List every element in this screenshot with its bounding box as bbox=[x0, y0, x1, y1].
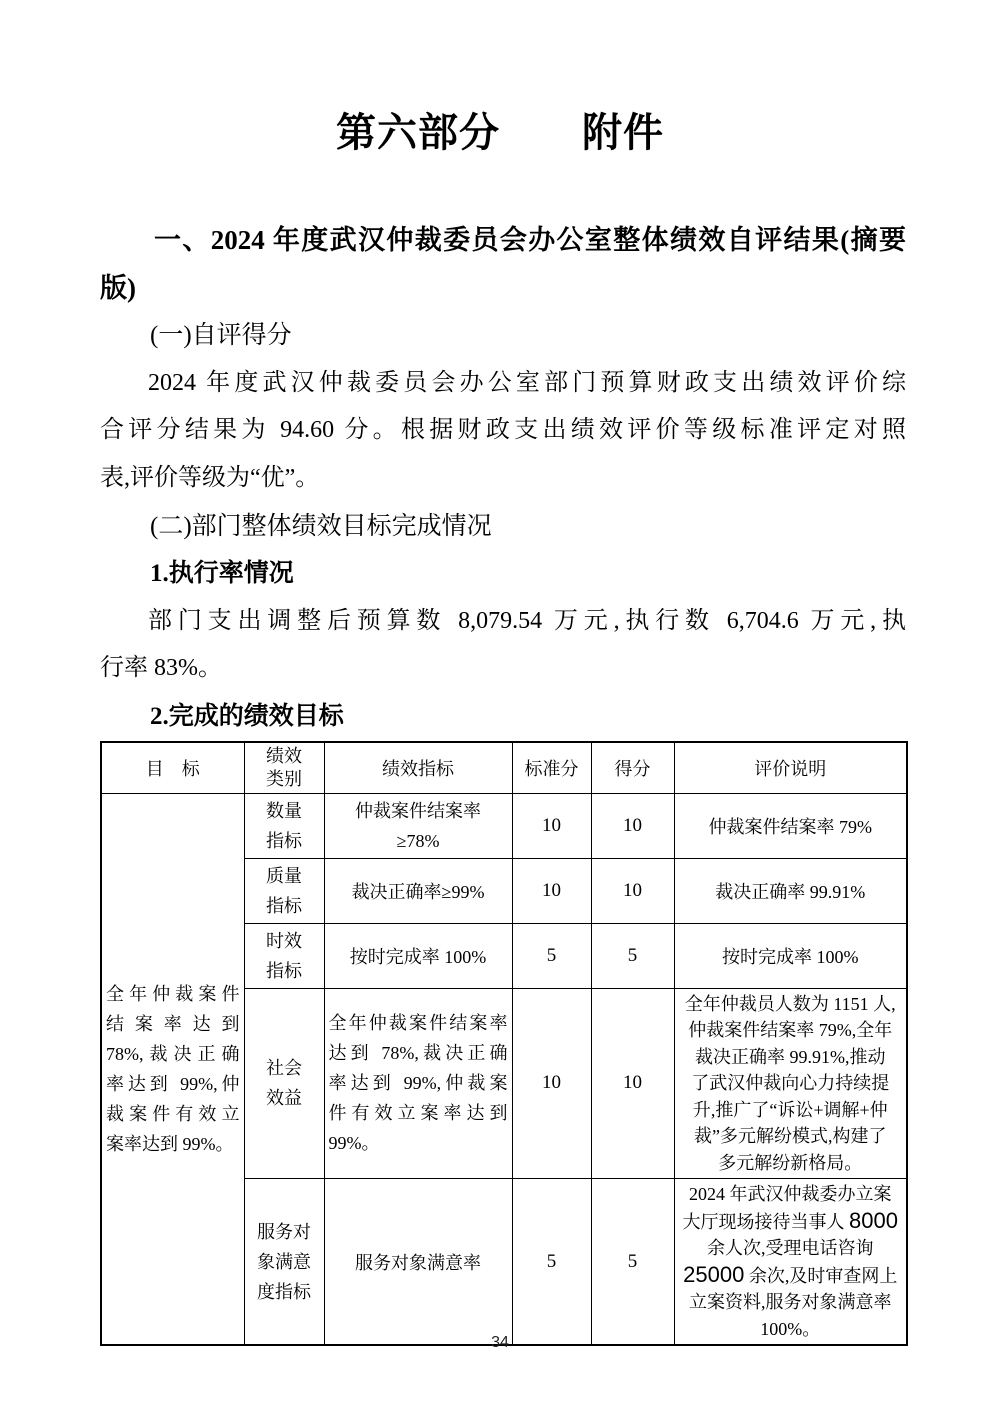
cell-evaluation: 2024 年武汉仲裁委办立案 大厅现场接待当事人 8000 余人次,受理电话咨询 25000 余次,及时审查网上 立案资料,服务对象满意率 100%。 bbox=[674, 1179, 907, 1346]
cell-evaluation: 仲裁案件结案率 79% bbox=[674, 793, 907, 858]
paragraph-execution bbox=[100, 598, 906, 693]
cell-score: 10 bbox=[591, 858, 674, 923]
cell-goal: 全年仲裁案件 结案率达到 78%,裁决正确 率达到 99%,仲 裁案件有效立 案率达到 99%。 bbox=[101, 793, 244, 1345]
header-indicator: 绩效指标 bbox=[324, 742, 512, 794]
cell-category: 质量 指标 bbox=[244, 858, 324, 923]
item-1-text: 执行率情况 bbox=[168, 560, 294, 588]
header-evaluation: 评价说明 bbox=[674, 742, 907, 794]
cell-standard-score: 10 bbox=[512, 858, 591, 923]
section-heading-line2: 版) bbox=[100, 272, 136, 303]
section-heading-line1: 一、2024 年度武汉仲裁委员会办公室整体绩效自评结果(摘要 bbox=[154, 225, 906, 255]
paragraph-line: 表,评价等级为“优”。 bbox=[100, 464, 320, 491]
subsection-2-heading: (二)部门整体绩效目标完成情况 bbox=[150, 512, 492, 540]
cell-evaluation: 全年仲裁员人数为 1151 人, 仲裁案件结案率 79%,全年 裁决正确率 99.91%,推动 了武汉仲裁向心力持续提 升,推广了“诉讼+调解+仲 裁”多元解纷模式,构建了 多元解纷新格局。 bbox=[674, 988, 907, 1179]
cell-score: 10 bbox=[591, 793, 674, 858]
item-1-number: 1. bbox=[150, 560, 169, 588]
page-title: 第六部分 附件 bbox=[336, 111, 664, 155]
header-score: 得分 bbox=[591, 742, 674, 794]
cell-indicator: 仲裁案件结案率 ≥78% bbox=[324, 793, 512, 858]
highlight-number: 25000 bbox=[683, 1261, 745, 1287]
cell-category: 社会 效益 bbox=[244, 988, 324, 1179]
item-1-heading bbox=[100, 550, 906, 598]
item-2-text: 完成的绩效目标 bbox=[168, 702, 344, 730]
table-row bbox=[101, 793, 907, 858]
table-header-row bbox=[101, 742, 907, 794]
item-2-heading bbox=[100, 693, 906, 741]
header-standard-score: 标准分 bbox=[512, 742, 591, 794]
cell-score: 5 bbox=[591, 923, 674, 988]
cell-indicator: 服务对象满意率 bbox=[324, 1179, 512, 1346]
cell-evaluation: 按时完成率 100% bbox=[674, 923, 907, 988]
document-body bbox=[100, 217, 906, 1346]
cell-evaluation: 裁决正确率 99.91% bbox=[674, 858, 907, 923]
paragraph-score bbox=[100, 360, 906, 503]
cell-score: 10 bbox=[591, 988, 674, 1179]
paragraph-line: 2024 年度武汉仲裁委员会办公室部门预算财政支出绩效评价综 bbox=[148, 369, 906, 396]
item-2-number: 2. bbox=[150, 702, 169, 730]
header-goal: 目 标 bbox=[101, 742, 244, 794]
paragraph-line: 部门支出调整后预算数 8,079.54 万元,执行数 6,704.6 万元,执 bbox=[148, 607, 906, 634]
cell-indicator: 裁决正确率≥99% bbox=[324, 858, 512, 923]
cell-category: 数量 指标 bbox=[244, 793, 324, 858]
highlight-number: 8000 bbox=[849, 1207, 898, 1233]
performance-table bbox=[100, 741, 908, 1347]
paragraph-line: 行率 83%。 bbox=[100, 655, 222, 682]
cell-standard-score: 5 bbox=[512, 1179, 591, 1346]
cell-indicator: 按时完成率 100% bbox=[324, 923, 512, 988]
cell-category: 服务对 象满意 度指标 bbox=[244, 1179, 324, 1346]
cell-standard-score: 10 bbox=[512, 793, 591, 858]
header-category: 绩效 类别 bbox=[244, 742, 324, 794]
cell-score: 5 bbox=[591, 1179, 674, 1346]
cell-category: 时效 指标 bbox=[244, 923, 324, 988]
cell-standard-score: 10 bbox=[512, 988, 591, 1179]
cell-standard-score: 5 bbox=[512, 923, 591, 988]
cell-indicator: 全年仲裁案件结案率 达到 78%,裁决正确 率达到 99%,仲裁案 件有效立案率达到 99%。 bbox=[324, 988, 512, 1179]
page-number: 34 bbox=[491, 1334, 509, 1351]
subsection-1-heading: (一)自评得分 bbox=[150, 322, 292, 350]
paragraph-line: 合评分结果为 94.60 分。根据财政支出绩效评价等级标准评定对照 bbox=[100, 417, 906, 444]
